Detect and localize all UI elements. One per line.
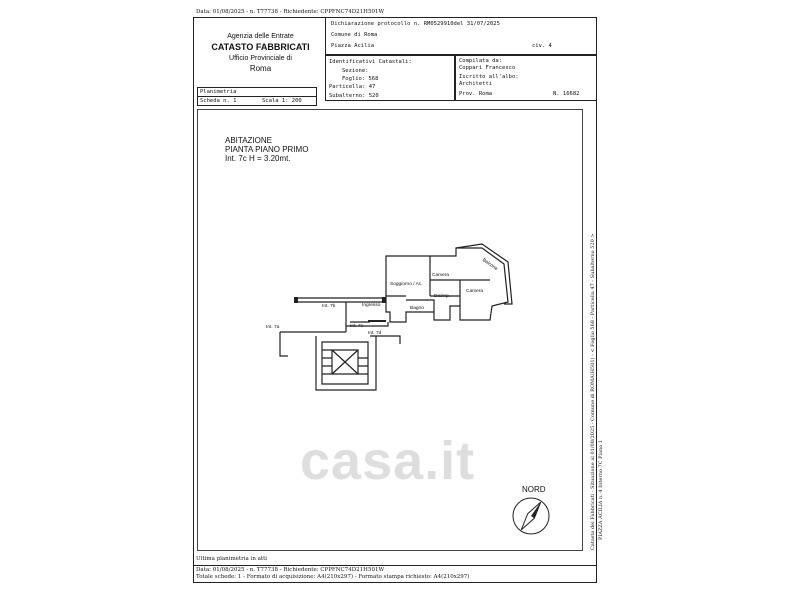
last-plan-note: Ultima planimetria in atti <box>196 556 268 562</box>
address-line: Piazza Acilia <box>331 43 375 49</box>
north-arrow-icon <box>510 495 552 537</box>
bottom-format-line: Totale schede: 1 - Formato di acquisizione: A4(210x297) - Formato stampa richiesto: A4(210x297) <box>196 574 470 580</box>
sheet-divider <box>197 96 317 97</box>
foglio-line: Foglio: 568 <box>342 76 379 82</box>
planimetria-label: Planimetria <box>200 89 237 95</box>
catasto-title: CATASTO FABBRICATI <box>211 42 310 52</box>
registration-number: N. 16682 <box>553 91 580 97</box>
room-ingresso: Ingresso <box>362 303 381 308</box>
plan-interior-height: Int. 7c H = 3.20mt. <box>225 154 291 163</box>
plan-floor: PIANTA PIANO PRIMO <box>225 145 309 154</box>
room-balcone: Balcone <box>481 258 499 273</box>
albo-role: Architetti <box>459 81 493 87</box>
plan-type: ABITAZIONE <box>225 136 272 145</box>
compiler-name: Coppari Francesco <box>459 65 516 71</box>
room-soggiorno: Soggiorno / Ac. <box>390 282 423 287</box>
civic-number: civ. 4 <box>532 43 552 49</box>
room-bagno: Bagno <box>410 306 424 311</box>
particella-line: Particella: 47 <box>329 84 376 90</box>
scala-label: Scala 1: 200 <box>262 98 302 104</box>
room-camera-2: Camera <box>466 289 484 294</box>
identifiers-title: Identificativi Catastali: <box>329 59 412 65</box>
sezione-line: Sezione: <box>342 68 369 74</box>
office-label: Ufficio Provinciale di <box>229 55 292 62</box>
unit-int-7d: Int. 7d <box>368 331 382 336</box>
scheda-label: Scheda n. 1 <box>200 98 237 104</box>
bottom-divider <box>193 565 597 566</box>
compiled-label: Compilata da: <box>459 58 503 64</box>
floor-plan-drawing <box>250 240 520 400</box>
province-label: Prov. Roma <box>459 91 493 97</box>
unit-int-7c: Int. 7c <box>350 324 364 329</box>
top-request-line: Data: 01/08/2025 - n. T77738 - Richiedente: CPPFNC74D21H501W <box>196 9 385 15</box>
watermark: casa.it <box>300 431 476 491</box>
unit-int-7b: Int. 7b <box>322 304 336 309</box>
subalterno-line: Subalterno: 520 <box>329 93 379 99</box>
office-city: Roma <box>249 64 272 73</box>
comune-line: Comune di Roma <box>331 32 378 38</box>
albo-label: Iscritto all'albo: <box>459 74 519 80</box>
protocol-line: Dichiarazione protocollo n. RM0529910del 31/07/2025 <box>331 21 500 27</box>
agency-name: Agenzia delle Entrate <box>227 33 294 40</box>
room-disimpegno: Disimp. <box>434 294 450 299</box>
room-camera-1: Camera <box>432 273 450 278</box>
side-text-right: PIAZZA ACILIA n. 4 Interno 7C Piano 1 <box>598 439 604 540</box>
north-label: NORD <box>522 485 546 494</box>
unit-int-7a: Int. 7a <box>266 325 280 330</box>
side-text-left: Catasto dei Fabbricati - Situazione al 01/08/2025 - Comune di ROMA(H501) - < Foglio 568 - Particella 47 - Subalterno 520 > <box>590 233 596 550</box>
bottom-request-line: Data: 01/08/2025 - n. T77738 - Richiedente: CPPFNC74D21H501W <box>196 567 385 573</box>
